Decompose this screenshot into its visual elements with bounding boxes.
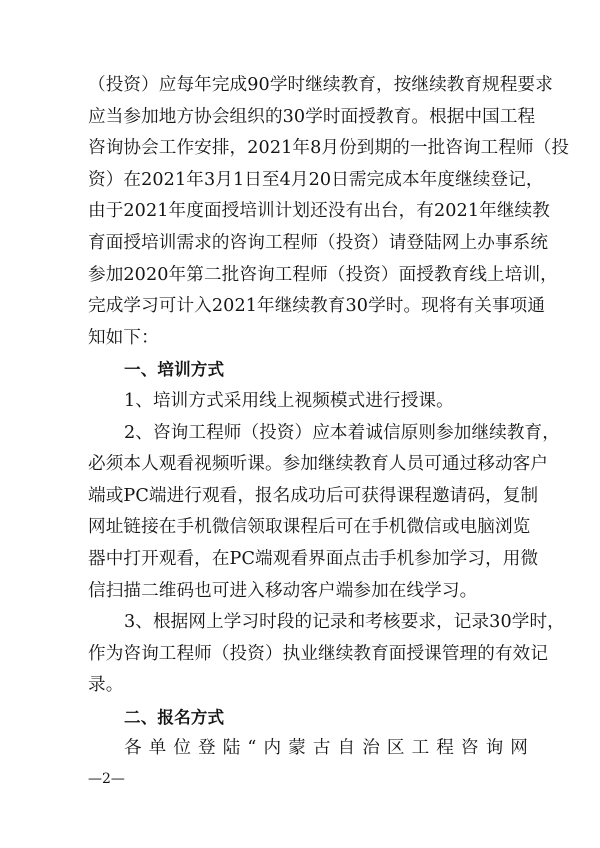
paragraph-line: 网址链接在手机微信领取课程后可在手机微信或电脑浏览 — [88, 517, 531, 538]
paragraph-line: （投资）应每年完成90学时继续教育，按继续教育规程要求 — [88, 75, 553, 95]
section-heading-registration-method: 二、报名方式 — [124, 707, 225, 727]
paragraph-line: 各单位登陆“内蒙古自治区工程咨询网 — [124, 738, 528, 759]
paragraph-line: 应当参加地方协会组织的30学时面授教育。根据中国工程 — [88, 106, 536, 127]
paragraph-line: 咨询协会工作安排，2021年8月份到期的一批咨询工程师（投 — [88, 138, 570, 159]
paragraph-line: 3、根据网上学习时段的记录和考核要求，记录30学时， — [124, 612, 565, 633]
paragraph-line: 育面授培训需求的咨询工程师（投资）请登陆网上办事系统 — [88, 232, 549, 253]
paragraph-line: 录。 — [88, 675, 124, 696]
document-body — [88, 70, 570, 765]
paragraph-line: 信扫描二维码也可进入移动客户端参加在线学习。 — [88, 580, 478, 601]
paragraph-line: 器中打开观看，在PC端观看界面点击手机参加学习，用微 — [88, 548, 539, 569]
paragraph-line: 2、咨询工程师（投资）应本着诚信原则参加继续教育， — [124, 422, 560, 443]
page-number: —2— — [88, 771, 125, 787]
paragraph-line: 必须本人观看视频听课。参加继续教育人员可通过移动客户 — [88, 454, 549, 475]
paragraph-line: 完成学习可计入2021年继续教育30学时。现将有关事项通 — [88, 296, 546, 317]
paragraph-line: 参加2020年第二批咨询工程师（投资）面授教育线上培训， — [88, 264, 558, 285]
paragraph-line: 作为咨询工程师（投资）执业继续教育面授课管理的有效记 — [88, 643, 549, 664]
paragraph-line: 1、培训方式采用线上视频模式进行授课。 — [124, 390, 454, 411]
section-heading-training-method: 一、培训方式 — [124, 360, 225, 380]
paragraph-line: 端或PC端进行观看，报名成功后可获得课程邀请码，复制 — [88, 485, 539, 506]
paragraph-line: 知如下： — [88, 327, 159, 348]
paragraph-line: 由于2021年度面授培训计划还没有出台，有2021年继续教 — [88, 201, 550, 222]
paragraph-line: 资）在2021年3月1日至4月20日需完成本年度继续登记， — [88, 169, 544, 190]
